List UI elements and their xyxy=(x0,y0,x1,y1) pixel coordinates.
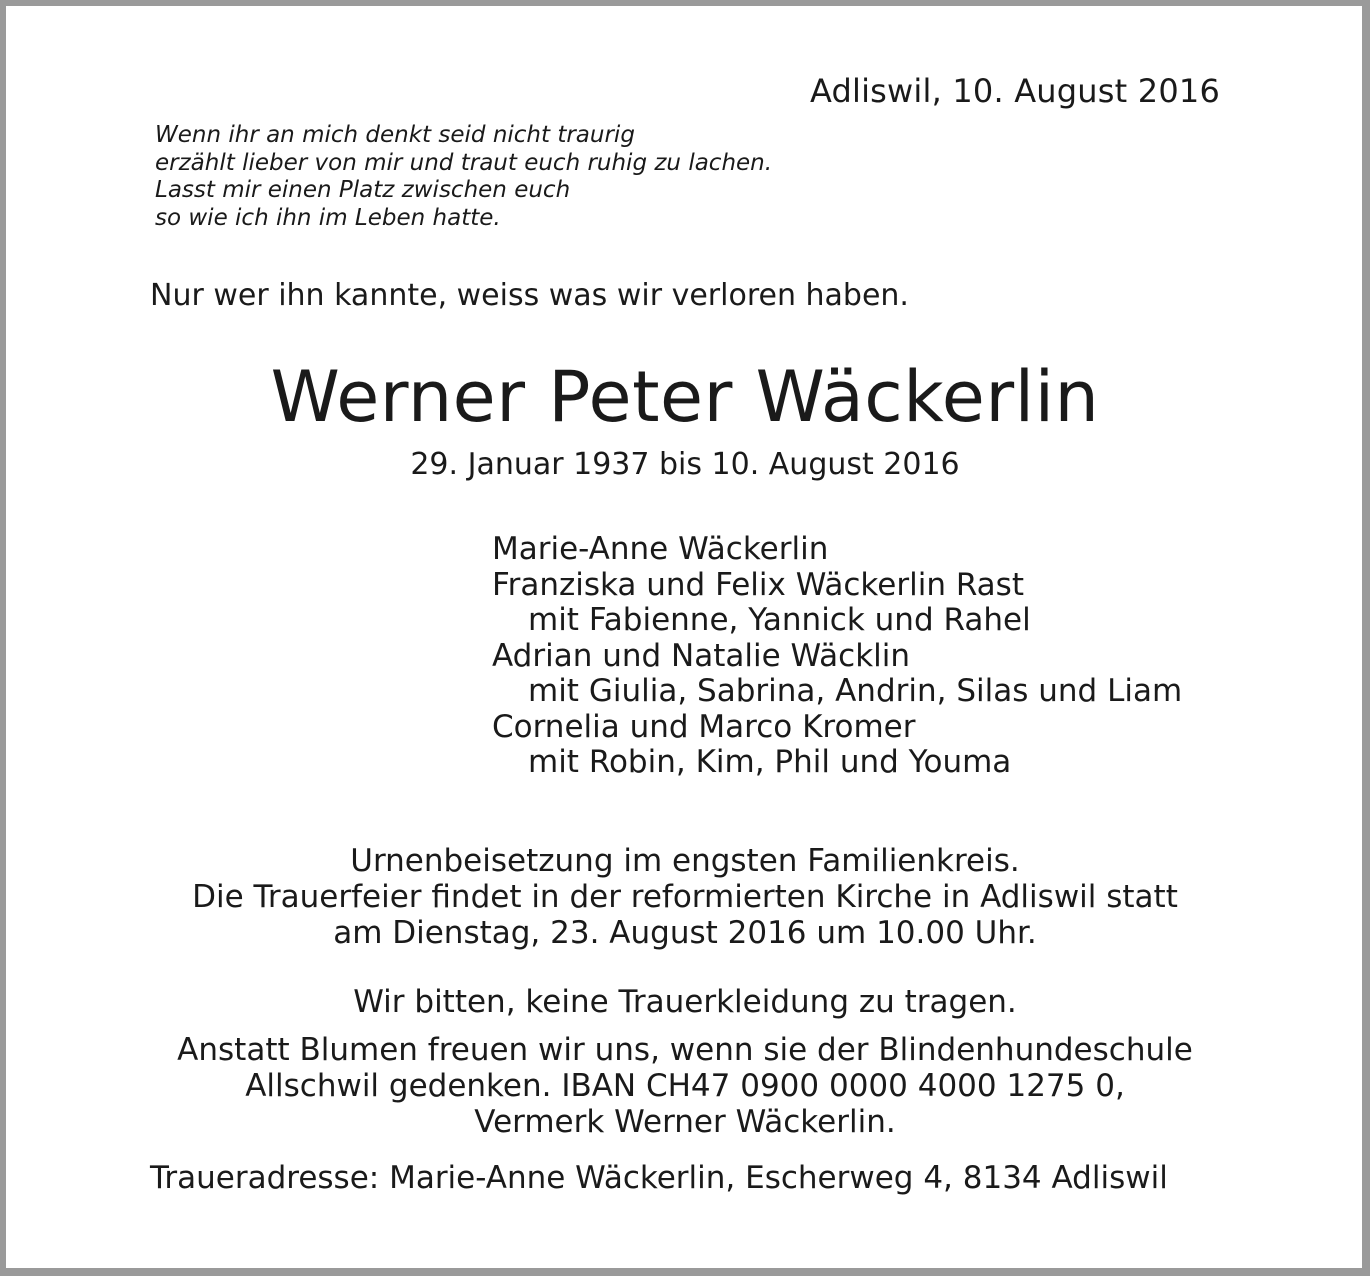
poem-line: erzählt lieber von mir und traut euch ruhig zu lachen. xyxy=(155,149,773,176)
poem xyxy=(155,122,772,232)
donation-line: Vermerk Werner Wäckerlin. xyxy=(474,1104,896,1140)
donation-info xyxy=(0,1032,1370,1140)
family-list xyxy=(492,532,1182,781)
family-member: Marie-Anne Wäckerlin xyxy=(492,531,829,567)
family-children: mit Robin, Kim, Phil und Youma xyxy=(528,744,1012,780)
poem-line: Wenn ihr an mich denkt seid nicht traurig xyxy=(155,122,635,148)
place-date: Adliswil, 10. August 2016 xyxy=(809,72,1220,110)
family-member: Cornelia und Marco Kromer xyxy=(492,708,916,745)
donation-line: Anstatt Blumen freuen wir uns, wenn sie der Blindenhundeschule xyxy=(177,1032,1193,1068)
family-member: Adrian und Natalie Wäcklin xyxy=(492,637,911,674)
family-children: mit Fabienne, Yannick und Rahel xyxy=(528,602,1031,638)
ceremony-line: Urnenbeisetzung im engsten Familienkreis. xyxy=(350,843,1020,879)
ceremony-line: am Dienstag, 23. August 2016 um 10.00 Uhr. xyxy=(333,915,1037,951)
ceremony-info xyxy=(0,843,1370,951)
donation-line: Allschwil gedenken. IBAN CH47 0900 0000 4000 1275 0, xyxy=(245,1068,1125,1104)
poem-line: so wie ich ihn im Leben hatte. xyxy=(155,204,501,231)
dress-request: Wir bitten, keine Trauerkleidung zu tragen. xyxy=(353,984,1017,1020)
family-member: Franziska und Felix Wäckerlin Rast xyxy=(492,566,1024,603)
lead-sentence: Nur wer ihn kannte, weiss was wir verloren haben. xyxy=(150,278,909,313)
mourning-address: Traueradresse: Marie-Anne Wäckerlin, Escherweg 4, 8134 Adliswil xyxy=(150,1160,1168,1196)
life-dates: 29. Januar 1937 bis 10. August 2016 xyxy=(410,447,960,482)
ceremony-line: Die Trauerfeier findet in der reformierten Kirche in Adliswil statt xyxy=(192,879,1178,915)
deceased-name: Werner Peter Wäckerlin xyxy=(270,356,1100,438)
poem-line: Lasst mir einen Platz zwischen euch xyxy=(155,177,571,203)
family-children: mit Giulia, Sabrina, Andrin, Silas und Liam xyxy=(528,673,1183,709)
